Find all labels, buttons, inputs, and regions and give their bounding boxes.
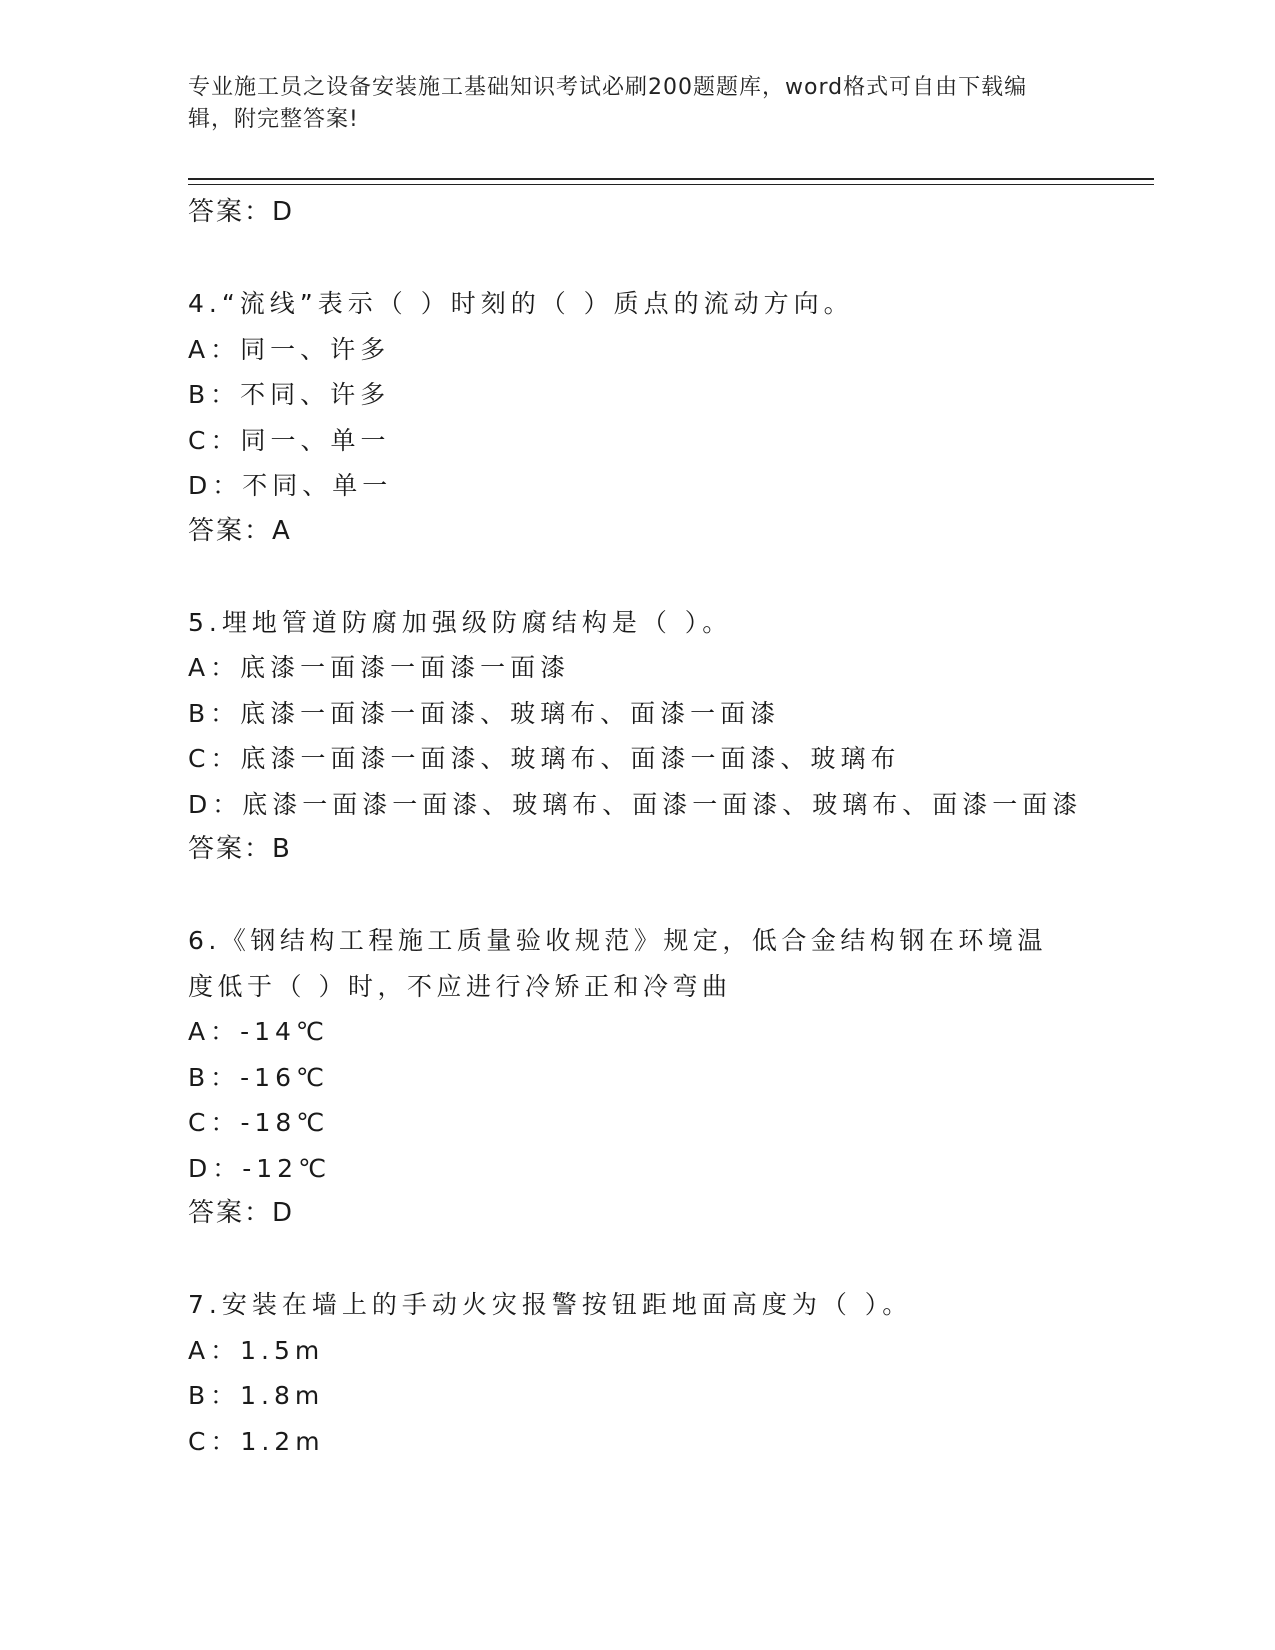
option-b: B：不同、许多	[188, 380, 391, 409]
option-c: C：1.2m	[188, 1426, 325, 1456]
question-stem: 7.安装在墙上的手动火灾报警按钮距地面高度为（ ）。	[188, 1290, 913, 1319]
question-list	[188, 190, 1088, 1464]
option-a: A：-14℃	[188, 1017, 330, 1046]
option-d: D：底漆一面漆一面漆、玻璃布、面漆一面漆、玻璃布、面漆一面漆	[188, 789, 1083, 819]
document-header	[188, 72, 1068, 136]
option-a: A：1.5m	[188, 1335, 325, 1365]
spacer	[188, 554, 1088, 600]
question-5	[188, 600, 1088, 873]
option-a: A：底漆一面漆一面漆一面漆	[188, 653, 571, 682]
option-b: B：底漆一面漆一面漆、玻璃布、面漆一面漆	[188, 698, 781, 728]
option-c: C：底漆一面漆一面漆、玻璃布、面漆一面漆、玻璃布	[188, 744, 901, 773]
option-b: B：-16℃	[188, 1062, 330, 1092]
header-divider	[188, 178, 1154, 185]
header-title: 专业施工员之设备安装施工基础知识考试必刷200题题库，word格式可自由下载编辑，附完整答案!	[188, 75, 1028, 132]
answer-line: 答案：D	[188, 197, 295, 227]
option-d: D：不同、单一	[188, 471, 393, 500]
option-d: D：-12℃	[188, 1153, 332, 1183]
question-stem: 5.埋地管道防腐加强级防腐结构是（ ）。	[188, 607, 733, 637]
spacer	[188, 236, 1088, 282]
question-4	[188, 281, 1088, 554]
spacer	[188, 873, 1088, 919]
answer-line: 答案：A	[188, 515, 292, 546]
question-stem: 4.“流线”表示（ ）时刻的（ ）质点的流动方向。	[188, 289, 854, 318]
answer-line: 答案：D	[188, 1198, 295, 1228]
question-6	[188, 918, 1088, 1237]
question-7	[188, 1282, 1088, 1464]
answer-line: 答案：B	[188, 834, 292, 864]
option-c: C：同一、单一	[188, 425, 391, 455]
option-c: C：-18℃	[188, 1108, 330, 1137]
option-b: B：1.8m	[188, 1381, 325, 1410]
option-a: A：同一、许多	[188, 334, 391, 364]
question-stem: 6.《钢结构工程施工质量验收规范》规定，低合金结构钢在环境温度低于（ ）时，不应进行冷矫正和冷弯曲	[188, 926, 1047, 1001]
spacer	[188, 1237, 1088, 1283]
